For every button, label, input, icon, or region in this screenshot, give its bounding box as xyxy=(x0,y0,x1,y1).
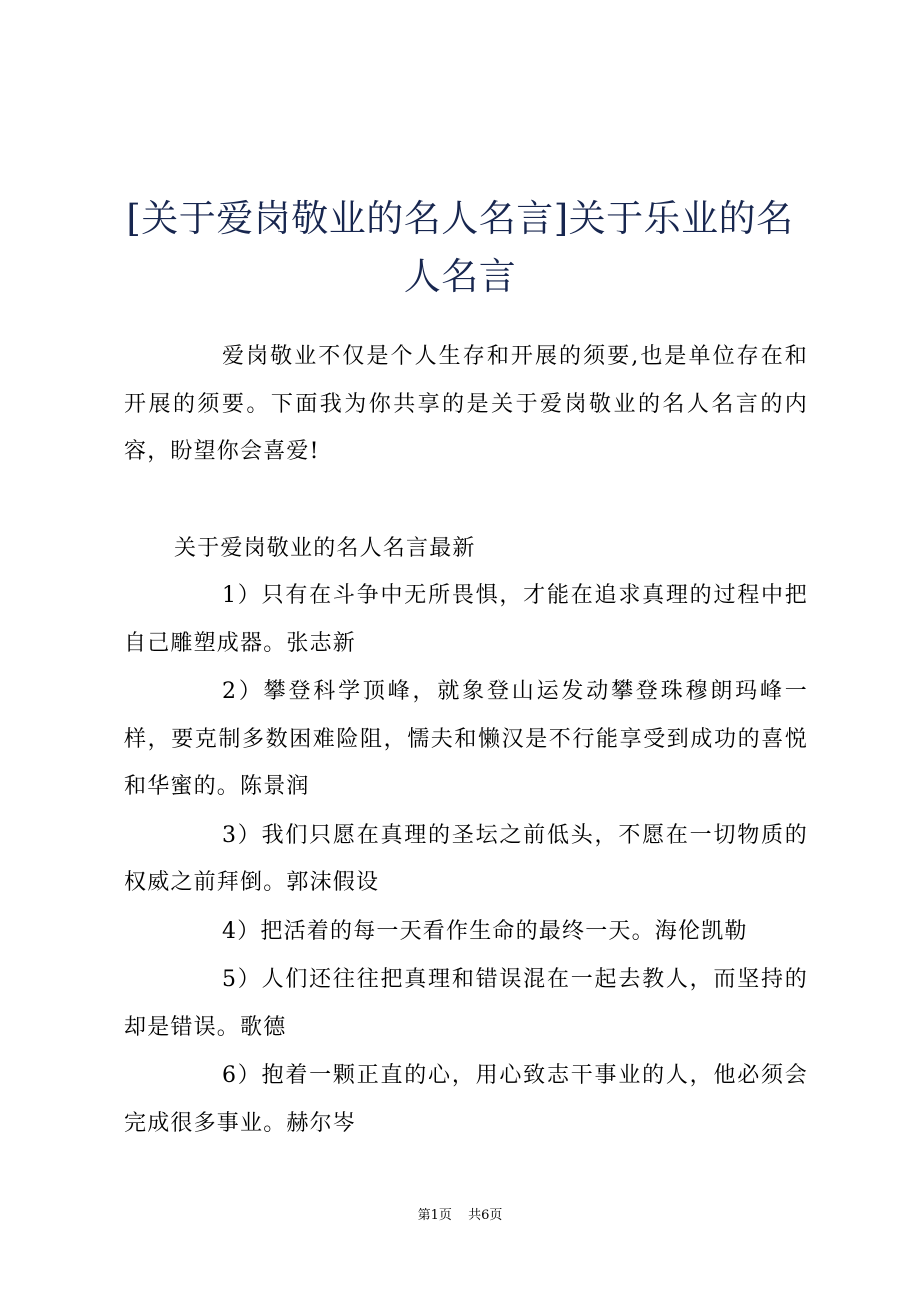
page-footer xyxy=(0,1206,920,1226)
quote-item-1: 1）只有在斗争中无所畏惧，才能在追求真理的过程中把自己雕塑成器。张志新 xyxy=(124,583,808,656)
page-count: 共6页 xyxy=(468,1208,503,1223)
quote-item-5: 5）人们还往往把真理和错误混在一起去教人，而坚持的却是错误。歌德 xyxy=(124,967,808,1040)
quote-item-3: 3）我们只愿在真理的圣坛之前低头，不愿在一切物质的权威之前拜倒。郭沫假设 xyxy=(124,822,808,895)
quote-list xyxy=(124,572,808,1148)
quote-item-4: 4）把活着的每一天看作生命的最终一天。海伦凯勒 xyxy=(222,918,748,944)
section-heading: 关于爱岗敬业的名人名言最新 xyxy=(174,536,476,561)
document-title: [关于爱岗敬业的名人名言]关于乐业的名人名言 xyxy=(126,197,794,298)
page-number: 第1页 xyxy=(417,1208,452,1223)
quote-item-6: 6）抱着一颗正直的心，用心致志干事业的人，他必须会完成很多事业。赫尔岑 xyxy=(124,1063,808,1136)
intro-paragraph: 爱岗敬业不仅是个人生存和开展的须要,也是单位存在和开展的须要。下面我为你共享的是关于爱岗敬业的名人名言的内容，盼望你会喜爱! xyxy=(124,344,808,464)
quote-item-2: 2）攀登科学顶峰，就象登山运发动攀登珠穆朗玛峰一样，要克制多数困难险阻，懦夫和懒汉是不行能享受到成功的喜悦和华蜜的。陈景润 xyxy=(124,679,808,799)
